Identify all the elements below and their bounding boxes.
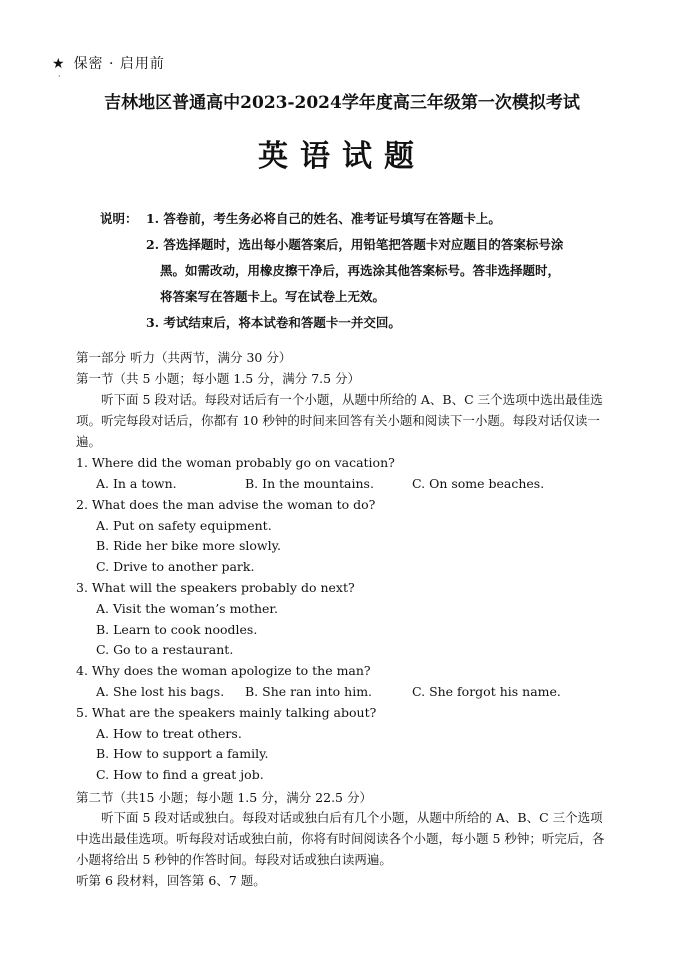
star-icon: ★ [52, 56, 66, 72]
note-item: 3. 考试结束后，将本试卷和答题卡一并交回。 [146, 315, 401, 330]
question-4-option-c: C. She forgot his name. [412, 684, 561, 699]
question-5-option-c: C. How to find a great job. [96, 767, 264, 782]
question-2-option-a: A. Put on safety equipment. [96, 518, 272, 533]
question-5-option-a: A. How to treat others. [96, 726, 242, 741]
question-5: 5. What are the speakers mainly talking about? [76, 705, 377, 720]
question-1: 1. Where did the woman probably go on vacation? [76, 455, 395, 470]
part1-heading: 第一部分 听力（共两节，满分 30 分） [76, 350, 292, 365]
question-2: 2. What does the man advise the woman to do? [76, 497, 376, 512]
question-4-option-b: B. She ran into him. [245, 684, 373, 699]
section2-heading: 第二节（共15 小题；每小题 1.5 分，满分 22.5 分） [76, 790, 372, 805]
question-3-option-c: C. Go to a restaurant. [96, 642, 234, 657]
note-item: 1. 答卷前，考生务必将自己的姓名、准考证号填写在答题卡上。 [146, 211, 501, 226]
question-4-option-a: A. She lost his bags. [96, 684, 225, 699]
question-2-option-c: C. Drive to another park. [96, 559, 255, 574]
question-2-option-b: B. Ride her bike more slowly. [96, 538, 281, 553]
section1-heading: 第一节（共 5 小题；每小题 1.5 分，满分 7.5 分） [76, 371, 361, 386]
notes-label: 说明： [100, 211, 138, 226]
question-1-option-b: B. In the mountains. [245, 476, 374, 491]
question-3-option-b: B. Learn to cook noodles. [96, 622, 258, 637]
question-4: 4. Why does the woman apologize to the man? [76, 663, 371, 678]
subject-title: 英语试题 [258, 139, 426, 174]
note-item: 将答案写在答题卡上。写在试卷上无效。 [160, 289, 386, 304]
section2-instructions: 听下面 5 段对话或独白。每段对话或独白后有几个小题，从题中所给的 A、B、C 三个选项中选出最佳选项。听每段对话或独白前，你将有时间阅读各个小题，每小题 5 秒钟；听完后，各小题将给出 5 秒钟的作答时间。每段对话或独白读两遍。 [76, 810, 605, 867]
confidential-mark [52, 53, 165, 73]
confidential-label: 保密 · 启用前 [73, 56, 165, 72]
question-3-option-a: A. Visit the woman’s mother. [96, 601, 279, 616]
note-item: 2. 答选择题时，选出每小题答案后，用铅笔把答题卡对应题目的答案标号涂 [146, 237, 564, 252]
question-5-option-b: B. How to support a family. [96, 746, 269, 761]
question-1-option-a: A. In a town. [96, 476, 177, 491]
exam-title: 吉林地区普通高中2023-2024学年度高三年级第一次模拟考试 [104, 93, 580, 113]
material-6-instruction: 听第 6 段材料，回答第 6、7 题。 [76, 873, 266, 888]
question-1-option-c: C. On some beaches. [412, 476, 545, 491]
dot-mark: · [58, 72, 61, 81]
question-3: 3. What will the speakers probably do next? [76, 580, 355, 595]
note-item: 黑。如需改动，用橡皮擦干净后，再选涂其他答案标号。答非选择题时， [160, 263, 561, 278]
section1-instructions: 听下面 5 段对话。每段对话后有一个小题，从题中所给的 A、B、C 三个选项中选出最佳选项。听完每段对话后，你都有 10 秒钟的时间来回答有关小题和阅读下一小题。每段对话仅读一遍。 [76, 392, 603, 449]
